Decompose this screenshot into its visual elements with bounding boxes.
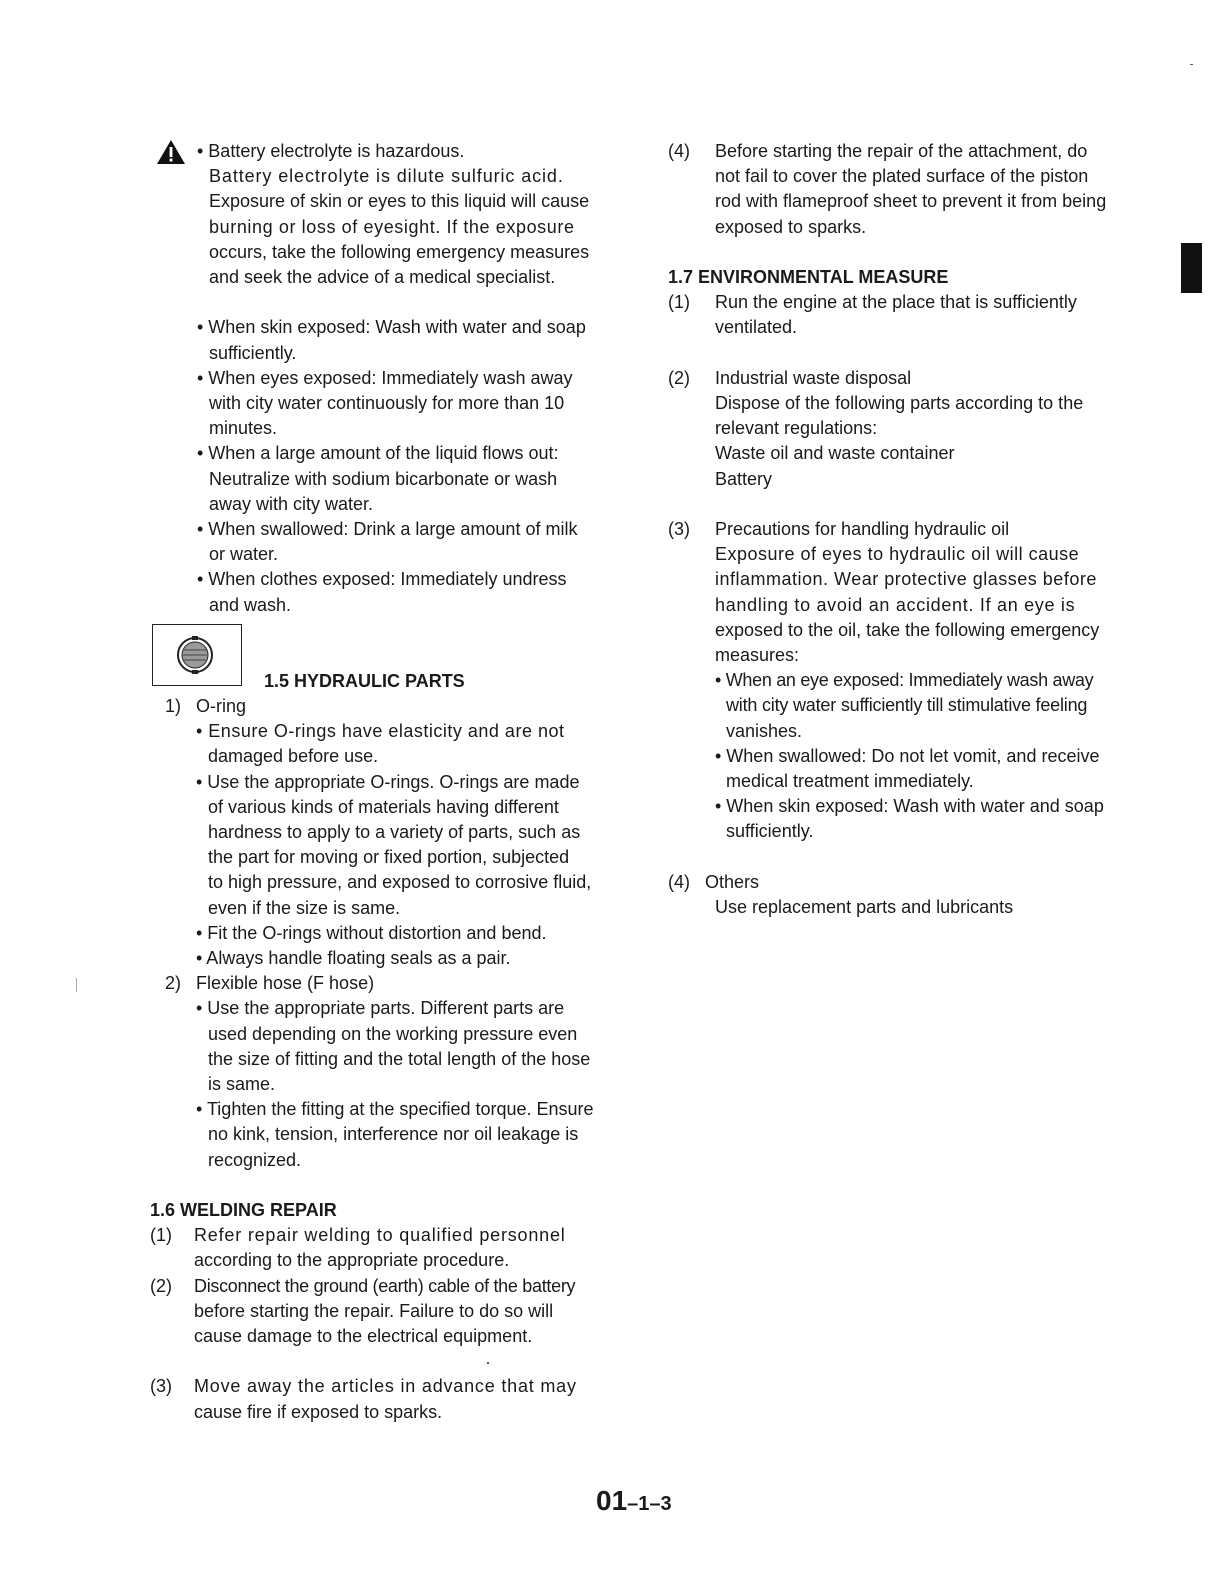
bullet-line: the size of fitting and the total length of the hose <box>208 1048 591 1069</box>
flexible-hose-item <box>150 971 630 1173</box>
item-line: cause fire if exposed to sparks. <box>194 1401 443 1422</box>
bullet-line: used depending on the working pressure even <box>208 1023 578 1044</box>
item-heading <box>150 694 630 719</box>
item-line: handling to avoid an accident. If an eye is <box>715 594 1076 615</box>
item-line: measures: <box>715 645 800 666</box>
bullet-line: • Always handle floating seals as a pair. <box>196 948 511 969</box>
item-line: exposed to the oil, take the following emergency <box>715 619 1100 640</box>
hydraulic-oil-measures-list <box>715 668 1143 844</box>
bullet-line: Neutralize with sodium bicarbonate or wash <box>209 468 558 489</box>
section-tab-marker <box>1181 243 1202 293</box>
item-label: Others <box>705 871 760 892</box>
item-line: exposed to sparks. <box>715 216 867 237</box>
item-line: Use replacement parts and lubricants <box>715 897 1014 918</box>
bullet-line: sufficiently. <box>209 342 297 363</box>
bullet-line: vanishes. <box>726 720 803 741</box>
hydraulic-icon-box <box>152 624 242 686</box>
list-item <box>197 366 630 442</box>
warning-line: Battery electrolyte is dilute sulfuric acid. <box>209 166 564 187</box>
bullet-line: hardness to apply to a variety of parts, such as <box>208 822 581 843</box>
item-number: 1) <box>164 696 181 716</box>
item-heading <box>150 971 630 996</box>
bullet-line: medical treatment immediately. <box>726 771 974 792</box>
env-item-4 <box>668 870 1143 920</box>
item-line: Before starting the repair of the attachment, do <box>715 141 1088 161</box>
bullet-line: recognized. <box>208 1149 302 1170</box>
bullet-line: • Use the appropriate O-rings. O-rings are made <box>196 771 580 792</box>
bullet-line: • When skin exposed: Wash with water and soap <box>197 317 586 338</box>
list-item <box>150 1374 630 1424</box>
warning-line: • Battery electrolyte is hazardous. <box>197 141 465 161</box>
item-number: (4) <box>668 871 690 892</box>
bullet-line: • Use the appropriate parts. Different parts are <box>196 998 565 1019</box>
bullet-line: away with city water. <box>209 493 374 514</box>
hydraulic-parts-section <box>150 694 630 1425</box>
warning-line: and seek the advice of a medical specialist. <box>209 267 556 288</box>
bullet-line: with city water sufficiently till stimulative feeling <box>726 695 1088 716</box>
list-item <box>197 567 630 617</box>
bullet-line: is same. <box>208 1074 276 1095</box>
welding-repair-heading: 1.6 WELDING REPAIR <box>150 1200 337 1221</box>
bullet-line: no kink, tension, interference nor oil leakage is <box>208 1124 579 1145</box>
page-number <box>596 1484 672 1521</box>
bullet-line: of various kinds of materials having different <box>208 796 559 817</box>
env-item-2 <box>668 366 1143 492</box>
bullet-line: sufficiently. <box>726 821 814 842</box>
warning-line: Exposure of skin or eyes to this liquid will cause <box>209 191 590 212</box>
environmental-measure-heading: 1.7 ENVIRONMENTAL MEASURE <box>668 267 949 287</box>
item-number: (1) <box>150 1225 172 1246</box>
item-line: Disconnect the ground (earth) cable of the battery <box>194 1275 576 1296</box>
item-number: 2) <box>164 973 181 994</box>
bullet-line: damaged before use. <box>208 746 379 767</box>
list-item <box>197 441 630 517</box>
scan-mark <box>487 1362 489 1364</box>
bullet-line: • When an eye exposed: Immediately wash away <box>715 670 1094 691</box>
item-line: Run the engine at the place that is sufficiently <box>715 292 1077 313</box>
item-number: (1) <box>668 292 690 313</box>
item-line: not fail to cover the plated surface of the piston <box>715 166 1089 187</box>
item-line: Precautions for handling hydraulic oil <box>715 519 1010 539</box>
page-number-main: 01 <box>596 1485 628 1516</box>
env-item-1 <box>668 290 1143 340</box>
hydraulic-parts-heading: 1.5 HYDRAULIC PARTS <box>264 671 465 691</box>
emergency-measures-list <box>197 315 630 617</box>
scan-mark <box>1190 64 1193 65</box>
bullet-line: and wash. <box>209 594 292 615</box>
list-item <box>150 1274 630 1350</box>
item-label: Flexible hose (F hose) <box>196 973 375 994</box>
bullet-line: to high pressure, and exposed to corrosive fluid, <box>208 872 592 893</box>
env-item-3 <box>668 517 1143 845</box>
o-ring-icon <box>175 635 215 675</box>
warning-line: burning or loss of eyesight. If the exposure <box>209 216 575 237</box>
item-line: inflammation. Wear protective glasses before <box>715 569 1097 590</box>
item-line: Exposure of eyes to hydraulic oil will cause <box>715 544 1080 565</box>
right-column <box>668 139 1143 920</box>
item-line: Refer repair welding to qualified personnel <box>194 1225 566 1246</box>
item-line: Dispose of the following parts according to the <box>715 393 1084 413</box>
left-column <box>150 139 630 618</box>
item-line: cause damage to the electrical equipment. <box>194 1326 533 1347</box>
item-line: Waste oil and waste container <box>715 443 955 464</box>
warning-line: occurs, take the following emergency measures <box>209 241 590 262</box>
bullet-line: even if the size is same. <box>208 897 401 918</box>
bullet-line: • When skin exposed: Wash with water and soap <box>715 796 1104 817</box>
welding-item-4 <box>668 139 1143 240</box>
bullet-line: minutes. <box>209 418 278 439</box>
item-line: Move away the articles in advance that may <box>194 1376 577 1397</box>
item-line: Battery <box>715 468 773 489</box>
bullet-line: • When swallowed: Do not let vomit, and receive <box>715 745 1100 766</box>
item-number: (4) <box>668 141 690 161</box>
item-number: (3) <box>668 519 690 539</box>
bullet-line: or water. <box>209 544 279 565</box>
bullet-line: with city water continuously for more than 10 <box>209 393 565 414</box>
item-number: (2) <box>668 367 690 388</box>
bullet-line: • When clothes exposed: Immediately undress <box>197 569 567 590</box>
item-line: relevant regulations: <box>715 418 878 439</box>
list-item <box>150 1223 630 1273</box>
bullet-line: • When a large amount of the liquid flows out: <box>197 443 559 464</box>
item-line: rod with flameproof sheet to prevent it from being <box>715 191 1107 212</box>
bullet-line: • When eyes exposed: Immediately wash away <box>197 367 573 388</box>
welding-repair-section <box>150 1198 630 1425</box>
bullet-line: • Ensure O-rings have elasticity and are not <box>196 721 565 742</box>
list-item <box>197 517 630 567</box>
o-ring-item <box>150 694 630 971</box>
bullet-line: the part for moving or fixed portion, subjected <box>208 847 570 868</box>
item-number: (3) <box>150 1376 172 1397</box>
item-line: before starting the repair. Failure to do so will <box>194 1300 554 1321</box>
item-line: according to the appropriate procedure. <box>194 1250 510 1271</box>
bullet-line: • Fit the O-rings without distortion and bend. <box>196 922 547 943</box>
page-number-sub: –1–3 <box>627 1493 672 1515</box>
item-number: (2) <box>150 1275 172 1296</box>
battery-warning <box>197 139 630 290</box>
item-label: O-ring <box>196 696 247 716</box>
item-line: ventilated. <box>715 317 798 338</box>
bullet-line: • Tighten the fitting at the specified torque. Ensure <box>196 1099 594 1120</box>
item-line: Industrial waste disposal <box>715 367 912 388</box>
list-item <box>197 315 630 365</box>
bullet-line: • When swallowed: Drink a large amount of milk <box>197 519 578 540</box>
scan-mark <box>76 978 77 992</box>
